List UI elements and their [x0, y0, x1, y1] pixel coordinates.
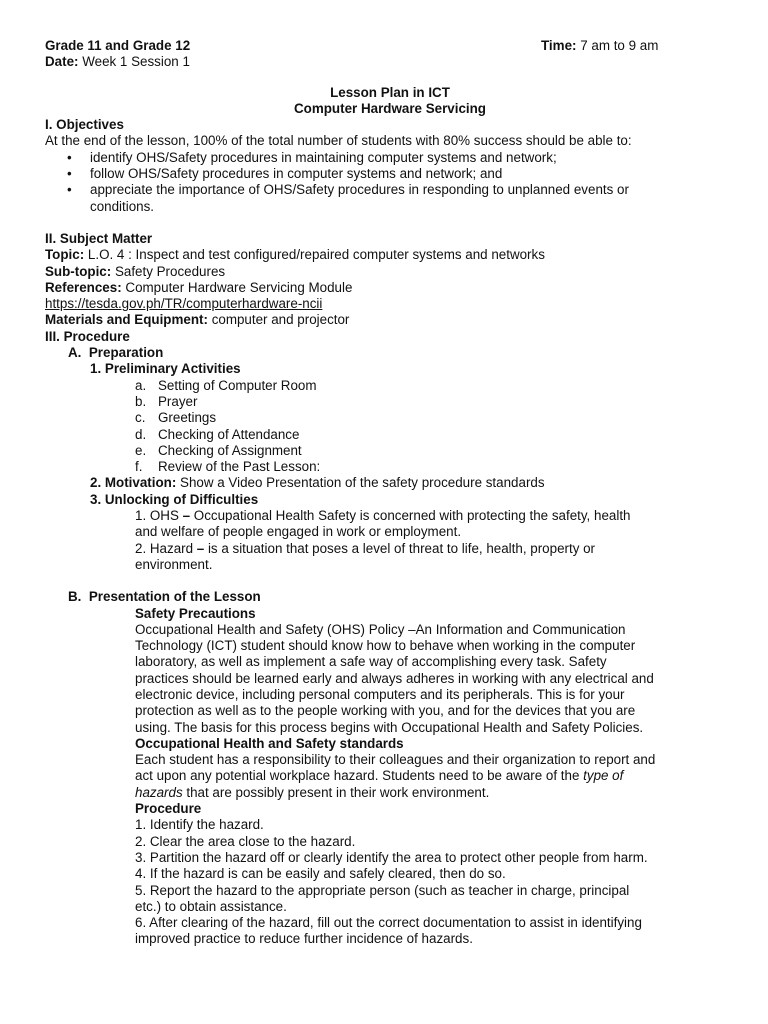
- references-row: References: Computer Hardware Servicing Module: [45, 279, 353, 295]
- policy-line: practices should be learned early and always adheres in working with any electrical and: [135, 670, 654, 686]
- prelim-item: b. Prayer: [135, 393, 198, 409]
- policy-line: Occupational Health and Safety (OHS) Policy –An Information and Communication: [135, 621, 626, 637]
- subject-matter-heading: II. Subject Matter: [45, 230, 153, 246]
- standards-line: Each student has a responsibility to their colleagues and their organization to report and: [135, 752, 656, 768]
- prelim-item: f. Review of the Past Lesson:: [135, 459, 321, 475]
- hazard-definition-cont: environment.: [135, 556, 213, 572]
- procedure-step: 4. If the hazard is can be easily and safely cleared, then do so.: [135, 866, 506, 882]
- date-label: Date:: [45, 54, 79, 70]
- header-grade-row: [45, 38, 735, 54]
- procedure-step: 1. Identify the hazard.: [135, 817, 264, 833]
- procedure-step: 3. Partition the hazard off or clearly identify the area to protect other people from harm.: [135, 849, 648, 865]
- page-subtitle: Computer Hardware Servicing: [294, 100, 486, 116]
- objectives-heading: I. Objectives: [45, 117, 124, 133]
- procedure-heading: III. Procedure: [45, 328, 130, 344]
- objective-item: • follow OHS/Safety procedures in computer systems and network; and: [90, 166, 735, 182]
- preliminary-heading: 1. Preliminary Activities: [90, 361, 241, 377]
- lesson-plan-page: [45, 38, 735, 948]
- ohs-definition-cont: and welfare of people engaged in work or employment.: [135, 524, 462, 540]
- reference-link[interactable]: https://tesda.gov.ph/TR/computerhardware-ncii: [45, 296, 323, 312]
- preparation-heading: A. Preparation: [68, 345, 164, 361]
- standards-line: act upon any potential workplace hazard. Students need to be aware of the type of: [135, 768, 624, 784]
- prelim-item: a. Setting of Computer Room: [135, 377, 317, 393]
- procedure-step: 5. Report the hazard to the appropriate person (such as teacher in charge, principal: [135, 882, 630, 898]
- time-value: 7 am to 9 am: [580, 38, 659, 53]
- subtopic-row: Sub-topic: Safety Procedures: [45, 263, 226, 279]
- topic-row: Topic: L.O. 4 : Inspect and test configured/repaired computer systems and networks: [45, 247, 545, 263]
- policy-line: Technology (ICT) student should know how to behave when working in the computer: [135, 638, 636, 654]
- ohs-standards-heading: Occupational Health and Safety standards: [135, 735, 404, 751]
- hazard-definition: 2. Hazard – is a situation that poses a level of threat to life, health, property or: [135, 540, 596, 556]
- unlocking-heading: 3. Unlocking of Difficulties: [90, 491, 259, 507]
- procedure-step: 6. After clearing of the hazard, fill out the correct documentation to assist in identifying: [135, 915, 642, 931]
- procedure-step: improved practice to reduce further incidence of hazards.: [135, 931, 473, 947]
- time-label: Time:: [541, 38, 577, 53]
- objective-item-continuation: conditions.: [90, 198, 155, 214]
- presentation-heading: B. Presentation of the Lesson: [68, 589, 261, 605]
- objectives-list: [45, 150, 735, 199]
- procedure-steps-heading: Procedure: [135, 801, 202, 817]
- grade-label: Grade 11 and Grade 12: [45, 38, 191, 53]
- time-field: [541, 38, 658, 54]
- standards-line: hazards that are possibly present in their work environment.: [135, 784, 490, 800]
- policy-line: laboratory, as well as implement a safe way of accomplishing every task. Safety: [135, 654, 607, 670]
- prelim-item: c. Greetings: [135, 410, 217, 426]
- page-title: Lesson Plan in ICT: [330, 84, 450, 100]
- prelim-item: e. Checking of Assignment: [135, 442, 302, 458]
- header-date-row: [45, 54, 735, 70]
- objective-item: • appreciate the importance of OHS/Safety procedures in responding to unplanned events or: [90, 182, 735, 198]
- ohs-definition: 1. OHS – Occupational Health Safety is concerned with protecting the safety, health: [135, 508, 631, 524]
- prelim-item: d. Checking of Attendance: [135, 426, 300, 442]
- motivation-row: 2. Motivation: Show a Video Presentation of the safety procedure standards: [90, 475, 545, 491]
- safety-precautions-heading: Safety Precautions: [135, 605, 256, 621]
- objective-item: • identify OHS/Safety procedures in maintaining computer systems and network;: [90, 150, 735, 166]
- date-value: Week 1 Session 1: [82, 54, 190, 70]
- policy-line: electronic device, including personal computers and its peripherals. This is for your: [135, 686, 625, 702]
- procedure-step: etc.) to obtain assistance.: [135, 898, 287, 914]
- objectives-intro: At the end of the lesson, 100% of the total number of students with 80% success should be able to:: [45, 133, 632, 149]
- policy-line: using. The basis for this process begins with Occupational Health and Safety Policies.: [135, 719, 644, 735]
- materials-row: Materials and Equipment: computer and projector: [45, 312, 350, 328]
- procedure-step: 2. Clear the area close to the hazard.: [135, 833, 356, 849]
- policy-line: protection as well as to the people working with you, and for the devices that you are: [135, 703, 636, 719]
